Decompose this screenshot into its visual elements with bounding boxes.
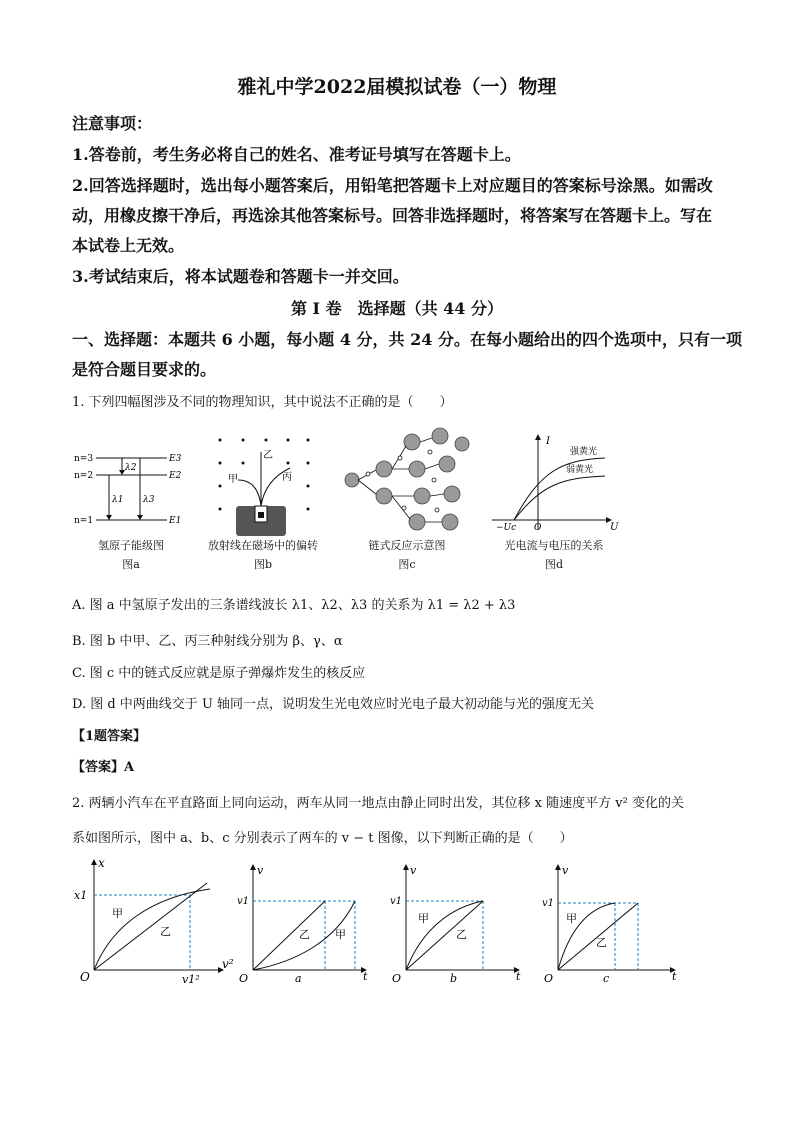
section-instruction-line-2: 是符合题目要求的。 [72,360,217,379]
lambda1-label: λ1 [112,495,124,505]
ray-yi-label: 乙 [263,450,273,461]
notice-item-2-line-3: 本试卷上无效。 [72,236,185,255]
figure-c-label: 图c [398,558,416,571]
weak-light-label: 弱黄光 [566,465,594,475]
graph-main-yi: 乙 [160,925,171,938]
q1-option-d: D. 图 d 中两曲线交于 U 轴同一点，说明发生光电效应时光电子最大初动能与光的强度无关 [72,697,595,712]
uc-label: −Uc [496,523,517,533]
graph-a-jia: 甲 [335,928,346,941]
notice-item-3: 3.考试结束后，将本试题卷和答题卡一并交回。 [72,267,409,286]
q2-stem-line-1: 2. 两辆小汽车在平直路面上同向运动，两车从同一地点由静止同时出发，其位移 x 随速度平方 v² 变化的关 [72,796,684,811]
chain-reaction-diagram [342,424,472,536]
level-n1-label: n=1 [74,516,94,526]
q1-stem: 1. 下列四幅图涉及不同的物理知识，其中说法不正确的是（ ） [72,395,453,410]
graph-a-origin: O [239,972,249,985]
figure-b-label: 图b [253,558,273,571]
q2-graph-b [388,862,528,987]
q2-graph-a [235,862,375,987]
ray-bing-label: 丙 [282,472,292,483]
graph-c-yi: 乙 [596,936,607,949]
graph-main-x-axis: v² [222,957,234,971]
energy-e1-label: E1 [169,516,182,526]
lambda3-label: λ3 [143,495,155,505]
figure-a-caption: 氢原子能级图 [98,539,164,552]
graph-b-y-axis: v [410,864,417,877]
graph-c-origin: O [544,972,554,985]
axis-i-label: I [546,436,550,447]
graph-main-v1sq: v1² [182,973,200,986]
q2-stem-line-2: 系如图所示，图中 a、b、c 分别表示了两车的 v − t 图像，以下判断正确的是（ ） [72,831,573,846]
figure-b-caption: 放射线在磁场中的偏转 [208,539,318,552]
energy-level-diagram [72,430,192,540]
graph-main-x1: x1 [74,889,88,902]
section-title: 第 I 卷 选择题（共 44 分） [290,299,504,318]
notice-item-2-line-2: 动，用橡皮擦干净后，再选涂其他答案标号。回答非选择题时，将答案写在答题卡上。写在 [72,206,713,225]
graph-c-x-axis: t [672,970,677,983]
energy-e3-label: E3 [169,454,182,464]
level-n2-label: n=2 [74,471,94,481]
section-instruction-line-1: 一、选择题：本题共 6 小题，每小题 4 分，共 24 分。在每小题给出的四个选项中，只有一项 [72,330,742,349]
q1-answer: 【答案】A [72,760,135,775]
graph-main-jia: 甲 [112,907,123,920]
q2-graph-x-v2 [72,855,232,985]
notice-heading: 注意事项： [72,114,153,133]
strong-light-label: 强黄光 [570,447,598,457]
graph-main-y-axis: x [98,856,105,870]
graph-a-y-axis: v [257,864,264,877]
figure-d-caption: 光电流与电压的关系 [504,539,604,552]
notice-item-2-line-1: 2.回答选择题时，选出每小题答案后，用铅笔把答题卡上对应题目的答案标号涂黑。如需改 [72,176,713,195]
graph-c-y-axis: v [562,864,569,877]
graph-a-label: a [295,972,302,985]
q1-option-a: A. 图 a 中氢原子发出的三条谱线波长 λ1、λ2、λ3 的关系为 λ1 = λ2 + λ3 [72,598,516,613]
lambda2-label: λ2 [125,463,137,473]
graph-b-v1: v1 [390,896,403,907]
graph-b-origin: O [392,972,402,985]
q1-option-c: C. 图 c 中的链式反应就是原子弹爆炸发生的核反应 [72,666,366,681]
figure-c-caption: 链式反应示意图 [368,539,446,552]
graph-main-origin: O [80,970,90,984]
page-title: 雅礼中学2022届模拟试卷（一）物理 [237,76,557,98]
q1-option-b: B. 图 b 中甲、乙、丙三种射线分别为 β、γ、α [72,634,343,649]
photocurrent-graph [490,432,618,532]
notice-item-1: 1.答卷前，考生务必将自己的姓名、准考证号填写在答题卡上。 [72,145,521,164]
graph-c-v1: v1 [542,898,555,909]
origin-label: O [534,523,542,533]
graph-c-jia: 甲 [566,912,577,925]
figure-a-label: 图a [122,558,140,571]
graph-c-label: c [603,972,610,985]
graph-a-v1: v1 [237,896,250,907]
graph-b-yi: 乙 [456,928,467,941]
graph-b-x-axis: t [516,970,521,983]
graph-a-yi: 乙 [299,928,310,941]
q2-graph-c [540,862,685,987]
radiation-deflection-diagram [208,430,318,540]
level-n3-label: n=3 [74,454,94,464]
energy-e2-label: E2 [169,471,182,481]
q1-answer-header: 【1题答案】 [72,729,147,744]
graph-b-label: b [450,972,458,985]
axis-u-label: U [610,522,619,533]
ray-jia-label: 甲 [228,474,238,485]
figure-d-label: 图d [544,558,564,571]
graph-a-x-axis: t [363,970,368,983]
graph-b-jia: 甲 [418,912,429,925]
